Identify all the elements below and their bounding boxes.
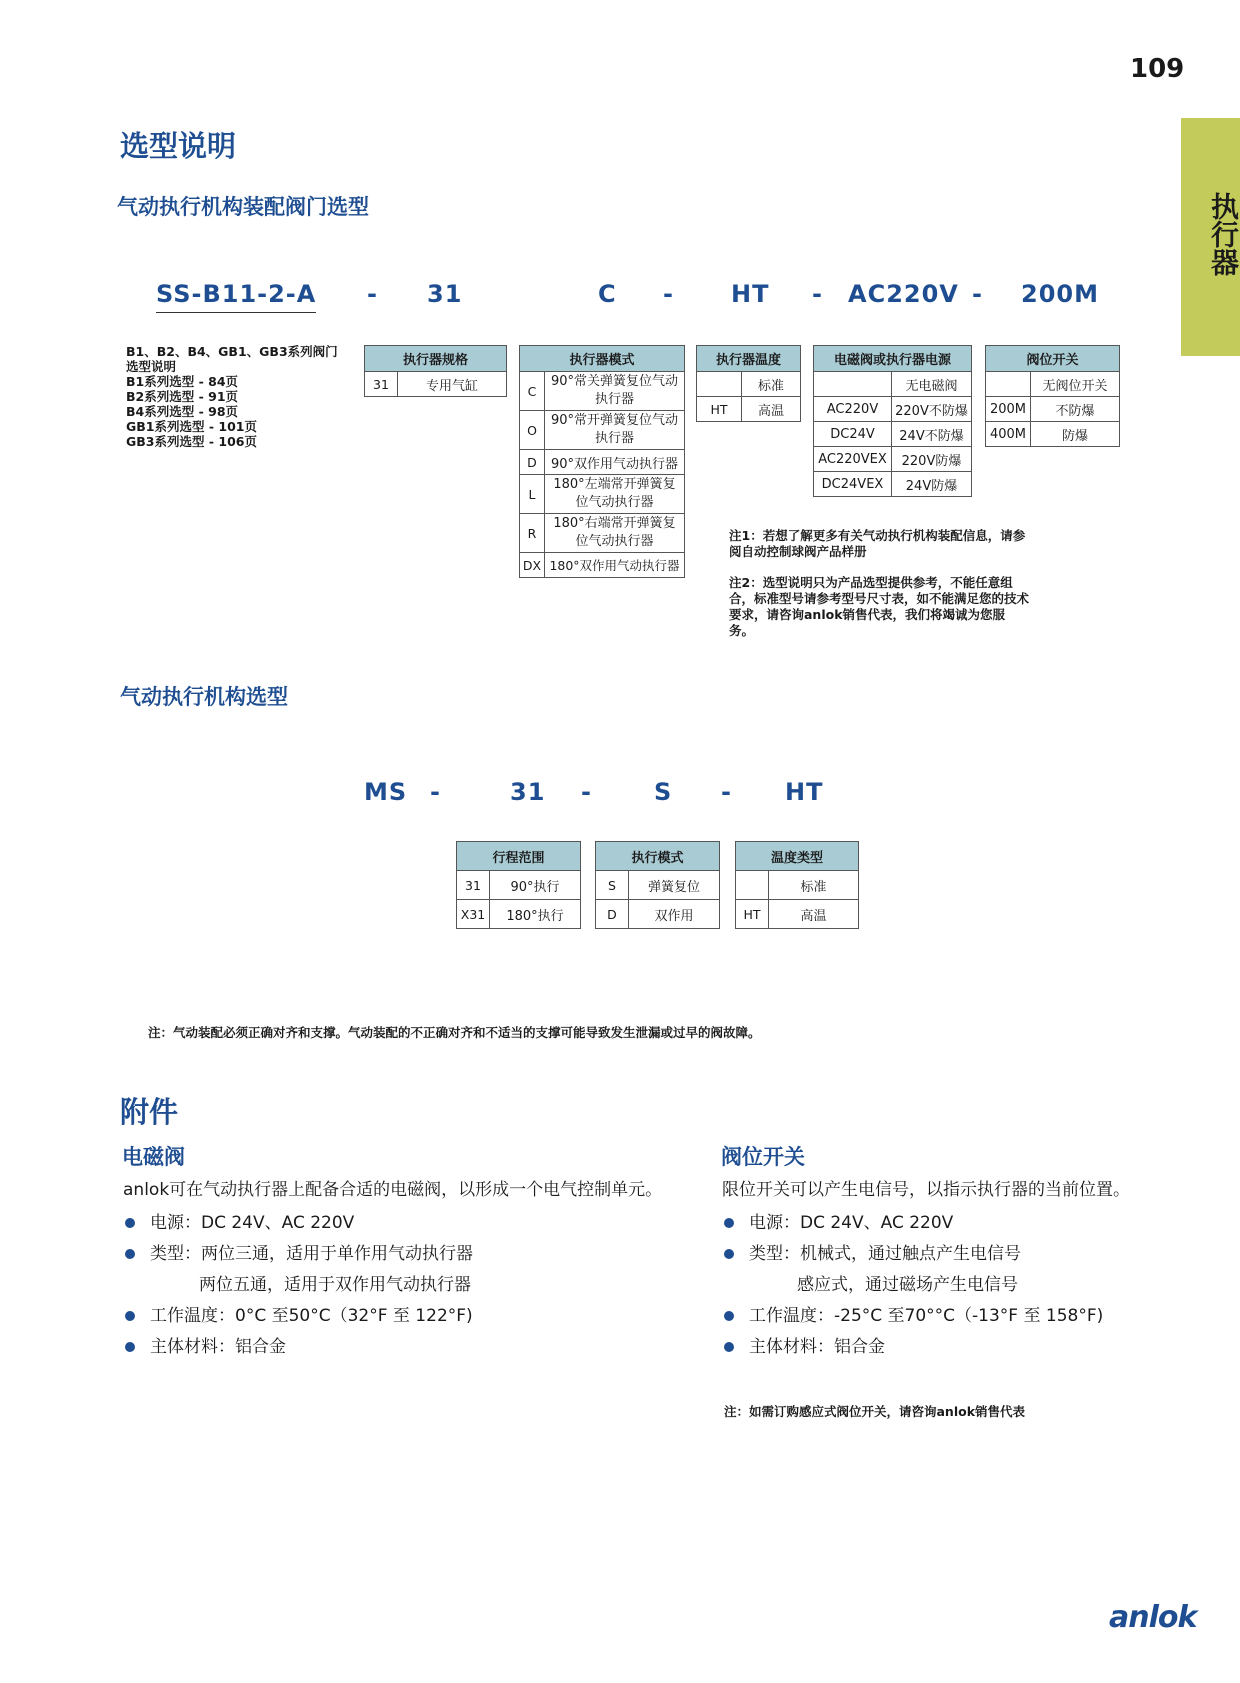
table-cell-code: DX: [520, 553, 545, 578]
table-cell-code: O: [520, 411, 545, 450]
table-cell-code: HT: [736, 900, 769, 929]
series-info: [126, 344, 346, 449]
code-dash: -: [812, 280, 823, 308]
series-info-line: B2系列选型 - 91页: [126, 389, 239, 404]
table-cell-code: HT: [697, 397, 742, 422]
table-header: 电磁阀或执行器电源: [814, 346, 972, 372]
table-cell-desc: 标准: [769, 871, 859, 900]
table-header: 行程范围: [457, 842, 581, 871]
list-item-text: 电源：DC 24V、AC 220V: [749, 1213, 954, 1233]
table-actuator-spec: [364, 345, 507, 397]
table-row: [520, 514, 685, 553]
table-cell-code: L: [520, 475, 545, 514]
list-item-text: 电源：DC 24V、AC 220V: [150, 1213, 355, 1233]
table-cell-code: 400M: [986, 422, 1031, 447]
series-info-line: B1系列选型 - 84页: [126, 374, 239, 389]
table-row: [596, 871, 720, 900]
table-cell-desc: 180°执行: [490, 900, 581, 929]
table-cell-code: R: [520, 514, 545, 553]
code-part-1: MS: [364, 778, 408, 806]
subtitle-actuator-selection: 气动执行机构选型: [120, 685, 288, 709]
list-item: [724, 1336, 885, 1358]
list-item: [724, 1243, 1021, 1265]
table-cell-desc: 90°执行: [490, 871, 581, 900]
note-1: 注1：若想了解更多有关气动执行机构装配信息，请参阅自动控制球阀产品样册: [729, 528, 1026, 559]
bullet-icon: [125, 1249, 135, 1259]
code-dash: -: [367, 280, 378, 308]
assembly-note: 注：气动装配必须正确对齐和支撑。气动装配的不正确对齐和不适当的支撑可能导致发生泄漏或过早的阀故障。: [148, 1025, 761, 1040]
table-cell-desc: 180°右端常开弹簧复位气动执行器: [545, 514, 685, 553]
list-item: [125, 1243, 473, 1265]
table-temp-type: [735, 841, 859, 929]
table-cell-desc: 双作用: [629, 900, 720, 929]
table-cell-desc: 标准: [742, 372, 801, 397]
table-cell-desc: 不防爆: [1031, 397, 1120, 422]
table-row: [457, 900, 581, 929]
note-2: 注2：选型说明只为产品选型提供参考，不能任意组合，标准型号请参考型号尺寸表，如不能满足您的技术要求，请咨询anlok销售代表，我们将竭诚为您服务。: [729, 575, 1030, 638]
table-cell-code: D: [596, 900, 629, 929]
table-row: [520, 372, 685, 411]
series-info-line: B1、B2、B4、GB1、GB3系列阀门: [126, 344, 338, 359]
table-cell-desc: 无电磁阀: [892, 372, 972, 397]
table-row: [814, 397, 972, 422]
list-item: [724, 1212, 953, 1234]
table-cell-desc: 90°双作用气动执行器: [545, 450, 685, 475]
code-dash: -: [721, 778, 732, 806]
code-part-4: HT: [731, 280, 770, 308]
table-cell-desc: 220V防爆: [892, 447, 972, 472]
table-cell-code: X31: [457, 900, 490, 929]
table-header: 执行器温度: [697, 346, 801, 372]
code-part-3: C: [598, 280, 617, 308]
table-cell-desc: 防爆: [1031, 422, 1120, 447]
table-header: 阀位开关: [986, 346, 1120, 372]
table-cell-desc: 24V防爆: [892, 472, 972, 497]
solenoid-intro: anlok可在气动执行器上配备合适的电磁阀，以形成一个电气控制单元。: [123, 1180, 663, 1200]
table-cell-desc: 弹簧复位: [629, 871, 720, 900]
series-info-line: 选型说明: [126, 359, 177, 374]
table-cell-desc: 高温: [742, 397, 801, 422]
table-header: 温度类型: [736, 842, 859, 871]
table-row: [697, 372, 801, 397]
table-cell-desc: 90°常开弹簧复位气动执行器: [545, 411, 685, 450]
table-cell-code: [736, 871, 769, 900]
bullet-icon: [125, 1218, 135, 1228]
list-item-text: 工作温度：0°C 至50°C（32°F 至 122°F): [150, 1306, 473, 1326]
table-cell-code: 31: [365, 372, 398, 397]
list-item-continuation: 两位五通，适用于双作用气动执行器: [199, 1275, 471, 1295]
series-info-line: B4系列选型 - 98页: [126, 404, 239, 419]
table-row: [814, 372, 972, 397]
list-item: [125, 1212, 354, 1234]
table-cell-code: 31: [457, 871, 490, 900]
list-item: [125, 1336, 286, 1358]
page-number: 109: [1130, 54, 1185, 84]
table-cell-code: AC220VEX: [814, 447, 892, 472]
table-row: [814, 422, 972, 447]
table-row: [520, 475, 685, 514]
list-item-text: 工作温度：-25°C 至70°°C（-13°F 至 158°F): [749, 1306, 1104, 1326]
side-tab: [1181, 118, 1240, 356]
table-actuation-mode: [595, 841, 720, 929]
table-valve-switch: [985, 345, 1120, 447]
table-cell-desc: 无阀位开关: [1031, 372, 1120, 397]
list-item: [125, 1305, 473, 1327]
switch-note: 注：如需订购感应式阀位开关，请咨询anlok销售代表: [724, 1404, 1026, 1419]
table-cell-desc: 180°左端常开弹簧复位气动执行器: [545, 475, 685, 514]
list-item-text: 类型：机械式，通过触点产生电信号: [749, 1244, 1021, 1264]
side-tab-label: 执行器: [1207, 192, 1240, 276]
table-row: [736, 900, 859, 929]
table-row: [986, 422, 1120, 447]
table-row: [596, 900, 720, 929]
list-item-continuation: 感应式，通过磁场产生电信号: [797, 1275, 1018, 1295]
table-cell-desc: 90°常关弹簧复位气动执行器: [545, 372, 685, 411]
list-item-text: 类型：两位三通，适用于单作用气动执行器: [150, 1244, 473, 1264]
table-header: 执行器规格: [365, 346, 507, 372]
table-row: [520, 450, 685, 475]
table-cell-code: [697, 372, 742, 397]
bullet-icon: [125, 1342, 135, 1352]
code-part-3: S: [654, 778, 673, 806]
table-cell-desc: 220V不防爆: [892, 397, 972, 422]
code-part-2: 31: [427, 280, 463, 308]
bullet-icon: [724, 1249, 734, 1259]
table-stroke-range: [456, 841, 581, 929]
table-cell-code: C: [520, 372, 545, 411]
table-row: [697, 397, 801, 422]
anlok-logo: anlok: [1109, 1600, 1197, 1635]
code-part-4: HT: [785, 778, 824, 806]
switch-title: 阀位开关: [721, 1145, 805, 1169]
switch-intro: 限位开关可以产生电信号，以指示执行器的当前位置。: [722, 1180, 1130, 1200]
table-row: [814, 472, 972, 497]
table-header: 执行器模式: [520, 346, 685, 372]
table-cell-code: D: [520, 450, 545, 475]
table-cell-code: DC24V: [814, 422, 892, 447]
code-part-5: AC220V: [848, 280, 959, 308]
subtitle-valve-assembly: 气动执行机构装配阀门选型: [117, 195, 369, 219]
table-row: [520, 553, 685, 578]
list-item: [724, 1305, 1103, 1327]
table-cell-desc: 24V不防爆: [892, 422, 972, 447]
table-row: [986, 397, 1120, 422]
table-row: [986, 372, 1120, 397]
table-cell-code: 200M: [986, 397, 1031, 422]
accessories-title: 附件: [120, 1095, 179, 1129]
table-row: [365, 372, 507, 397]
table-header: 执行模式: [596, 842, 720, 871]
bullet-icon: [724, 1311, 734, 1321]
series-info-line: GB3系列选型 - 106页: [126, 434, 257, 449]
code-dash: -: [581, 778, 592, 806]
code-part-6: 200M: [1021, 280, 1099, 308]
table-cell-code: [986, 372, 1031, 397]
list-item-text: 主体材料：铝合金: [150, 1337, 286, 1357]
table-row: [736, 871, 859, 900]
table-cell-code: AC220V: [814, 397, 892, 422]
table-cell-desc: 180°双作用气动执行器: [545, 553, 685, 578]
table-actuator-mode: [519, 345, 685, 578]
table-cell-code: S: [596, 871, 629, 900]
code-dash: -: [663, 280, 674, 308]
solenoid-title: 电磁阀: [122, 1145, 185, 1169]
table-row: [814, 447, 972, 472]
table-cell-code: DC24VEX: [814, 472, 892, 497]
list-item-text: 主体材料：铝合金: [749, 1337, 885, 1357]
table-cell-code: [814, 372, 892, 397]
bullet-icon: [125, 1311, 135, 1321]
table-row: [457, 871, 581, 900]
table-power: [813, 345, 972, 497]
bullet-icon: [724, 1342, 734, 1352]
code-part-1: SS-B11-2-A: [156, 280, 316, 313]
section-title: 选型说明: [120, 129, 237, 163]
table-actuator-temp: [696, 345, 801, 422]
table-cell-desc: 高温: [769, 900, 859, 929]
code-part-2: 31: [510, 778, 546, 806]
bullet-icon: [724, 1218, 734, 1228]
series-info-line: GB1系列选型 - 101页: [126, 419, 257, 434]
table-row: [520, 411, 685, 450]
table-cell-desc: 专用气缸: [398, 372, 507, 397]
code-dash: -: [972, 280, 983, 308]
code-dash: -: [430, 778, 441, 806]
